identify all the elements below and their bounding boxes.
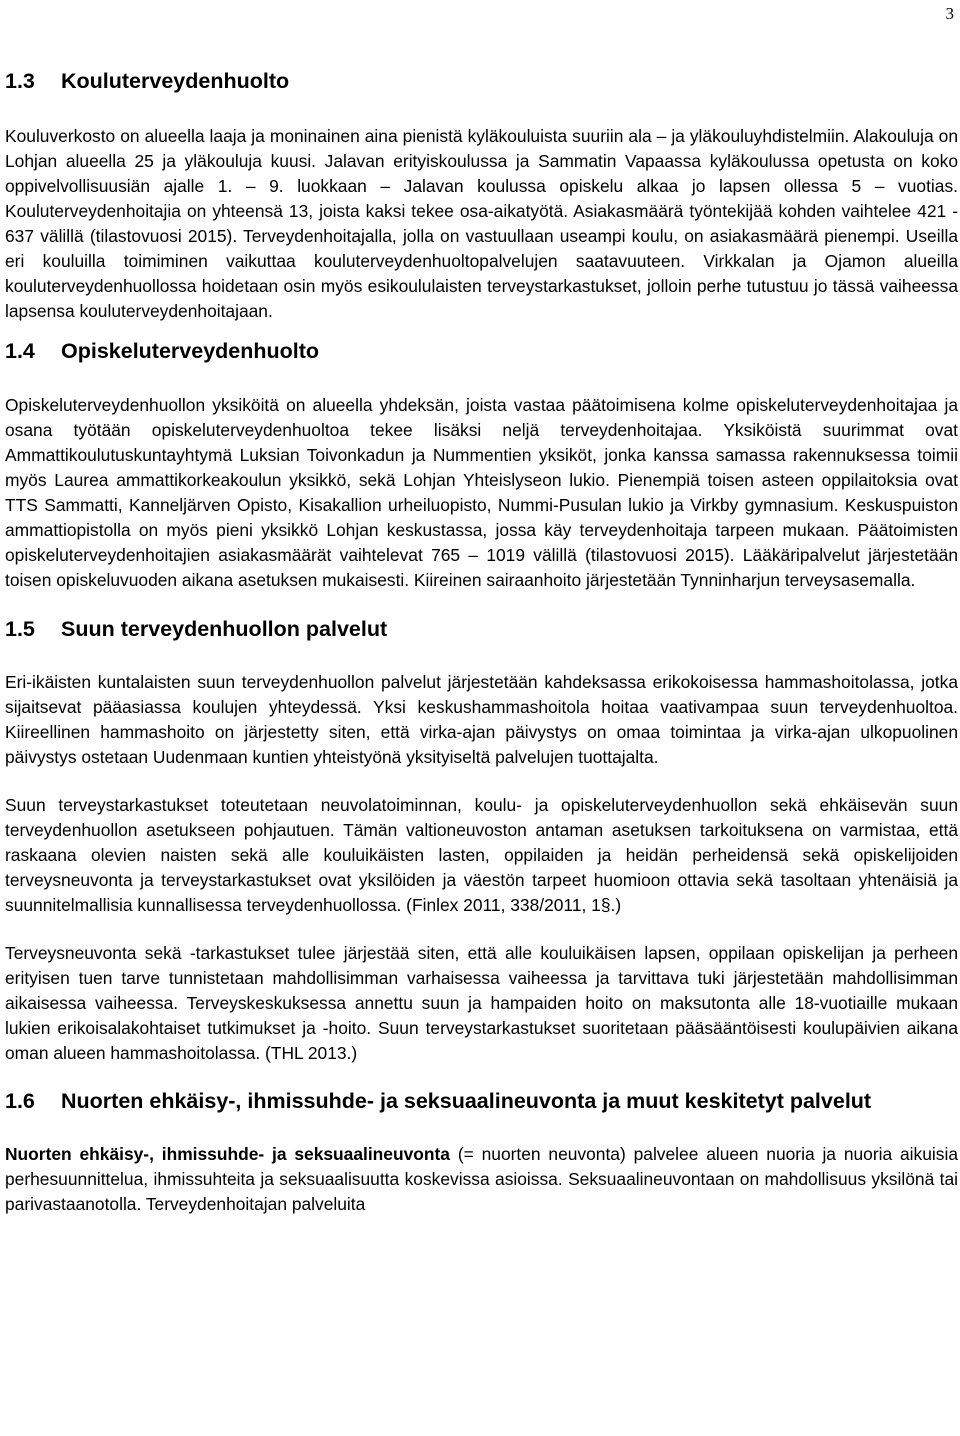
- section-title: Opiskeluterveydenhuolto: [61, 339, 320, 363]
- section-title: Suun terveydenhuollon palvelut: [61, 617, 388, 641]
- bold-term: Nuorten ehkäisy-, ihmissuhde- ja seksuaalineuvonta: [5, 1144, 450, 1164]
- section-heading-1-5: [5, 614, 958, 644]
- paragraph: Opiskeluterveydenhuollon yksiköitä on alueella yhdeksän, joista vastaa päätoimisena kolme opiskeluterveydenhoitajaa ja osana työtään opiskeluterveydenhuoltoa tekee lisäksi neljä terveydenhoitajaa. Yksiköistä suurimmat ovat Ammattikoulutuskuntayhtymä Luksian Toivonkadun ja Nummentien yksiköt, jonka kanssa samassa rakennuksessa toimii myös Laurea ammattikorkeakoulun yksikkö, sekä Lohjan Yhteislyseon lukio. Pienempiä toisen asteen oppilaitoksia ovat TTS Sammatti, Kanneljärven Opisto, Kisakallion urheiluopisto, Nummi-Pusulan lukio ja Virkby gymnasium. Keskuspuiston ammattiopistolla on myös pieni yksikkö Lohjan keskustassa, jossa käy terveydenhoitaja tarpeen mukaan. Päätoimisten opiskeluterveydenhoitajien asiakasmäärät vaihtelevat 765 – 1019 välillä (tilastovuosi 2015). Lääkäripalvelut järjestetään toisen opiskeluvuoden aikana asetuksen mukaisesti. Kiireinen sairaanhoito järjestetään Tynninharjun terveysasemalla.: [5, 395, 958, 590]
- section-heading-1-4: [5, 336, 958, 366]
- section-number: 1.5: [5, 617, 35, 641]
- section-title: Nuorten ehkäisy-, ihmissuhde- ja seksuaalineuvonta ja muut keskitetyt palvelut: [61, 1089, 872, 1113]
- section-heading-1-6: [5, 1086, 958, 1116]
- page-number: 3: [945, 4, 954, 23]
- paragraph: [5, 1142, 958, 1217]
- section-number: 1.6: [5, 1089, 35, 1113]
- paragraph: Kouluverkosto on alueella laaja ja moninainen aina pienistä kyläkouluista suuriin ala – ja yläkouluyhdistelmiin. Alakouluja on Lohjan alueella 25 ja yläkouluja kuusi. Jalavan erityiskoulussa ja Sammatin Vapaassa kyläkoulussa opetusta on koko oppivelvollisuusiän ajalle 1. – 9. luokkaan – Jalavan koulussa opiskelu alkaa jo lapsen ollessa 5 – vuotias. Kouluterveydenhoitajia on yhteensä 13, joista kaksi tekee osa-aikatyötä. Asiakasmäärä työntekijää kohden vaihtelee 421 - 637 välillä (tilastovuosi 2015). Terveydenhoitajalla, jolla on vastuullaan useampi koulu, on asiakasmäärä pienempi. Useilla eri kouluilla toimiminen vaikuttaa kouluterveydenhuoltopalvelujen saatavuuteen. Virkkalan ja Ojamon alueilla kouluterveydenhuollossa hoidetaan osin myös esikoululaisten terveystarkastukset, jolloin perhe tutustuu jo tässä vaiheessa lapsensa kouluterveydenhoitajaan.: [5, 126, 958, 321]
- paragraph: Suun terveystarkastukset toteutetaan neuvolatoiminnan, koulu- ja opiskeluterveydenhuollon sekä ehkäisevän suun terveydenhuollon asetukseen pohjautuen. Tämän valtioneuvoston antaman asetuksen tarkoituksena on varmistaa, että raskaana olevien naisten sekä alle kouluikäisten lasten, oppilaiden ja heidän perheidensä sekä opiskelijoiden terveysneuvonta ja terveystarkastukset ovat yksilöiden ja väestön tarpeet huomioon ottavia sekä tasoltaan yhtenäisiä ja suunnitelmallisia kunnallisessa terveydenhuollossa. (Finlex 2011, 338/2011, 1§.): [5, 795, 958, 915]
- paragraph: Terveysneuvonta sekä -tarkastukset tulee järjestää siten, että alle kouluikäisen lapsen, oppilaan opiskelijan ja perheen erityisen tuen tarve tunnistetaan mahdollisimman varhaisessa vaiheessa ja tarvittava tuki järjestetään mahdollisimman aikaisessa vaiheessa. Terveyskeskuksessa annettu suun ja hampaiden hoito on maksutonta alle 18-vuotiaille mukaan lukien erikoisalakohtaiset tutkimukset ja -hoito. Suun terveystarkastukset suoritetaan pääsääntöisesti koulupäivien aikana oman alueen hammashoitolassa. (THL 2013.): [5, 943, 958, 1063]
- paragraph: Eri-ikäisten kuntalaisten suun terveydenhuollon palvelut järjestetään kahdeksassa erikokoisessa hammashoitolassa, jotka sijaitsevat pääasiassa koulujen yhteydessä. Yksi keskushammashoitola hoitaa vaativampaa suun terveydenhuoltoa. Kiireellinen hammashoito on järjestetty siten, että virka-ajan päivystys on omaa toimintaa ja virka-ajan ulkopuolinen päivystys ostetaan Uudenmaan kuntien yhteistyönä yksityiseltä palvelujen tuottajalta.: [5, 672, 958, 767]
- section-number: 1.4: [5, 339, 35, 363]
- paragraph-text: (= nuorten neuvonta) palvelee alueen nuoria ja nuoria aikuisia perhesuunnittelua, ihmissuhteita ja seksuaalisuutta koskevissa asioissa. Seksuaalineuvontaan on mahdollisuus yksilönä tai parivastaanotolla. Terveydenhoitajan palveluita: [5, 1144, 958, 1214]
- section-number: 1.3: [5, 69, 35, 93]
- section-heading-1-3: [5, 66, 958, 96]
- document-body: [5, 66, 958, 1217]
- section-title: Kouluterveydenhuolto: [61, 69, 290, 93]
